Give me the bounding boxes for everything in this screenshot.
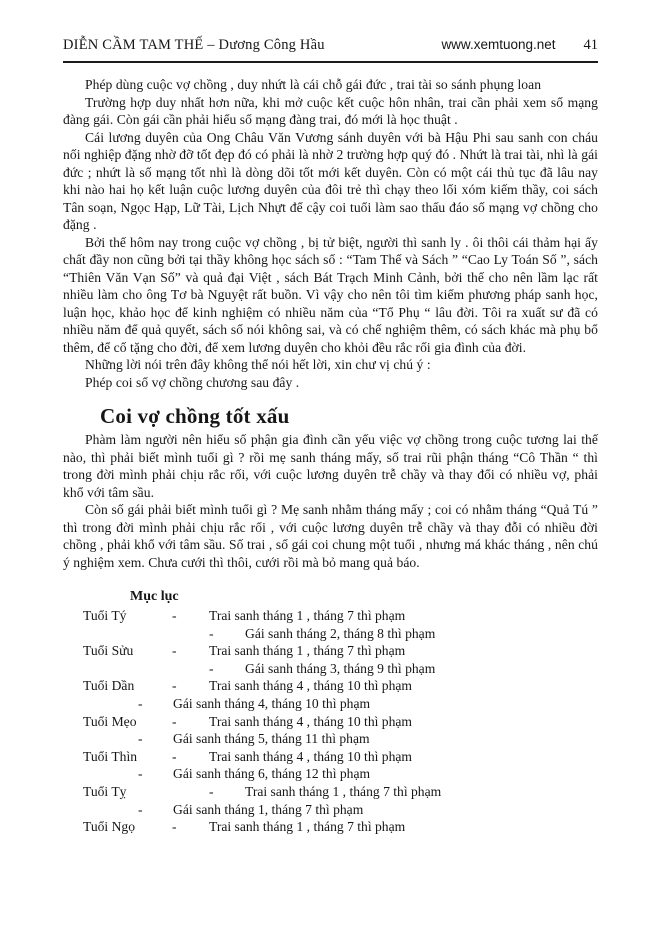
toc-row [63,625,598,643]
toc-dash: - [209,783,214,799]
toc-entry-text: Gái sanh tháng 2, tháng 8 thì phạm [245,625,436,641]
toc-dash: - [138,731,143,747]
toc-dash: - [138,766,143,782]
toc-age-label: Tuổi Thìn [83,748,138,764]
toc-row [63,818,598,836]
body-paragraph: Phép dùng cuộc vợ chồng , duy nhứt là cái chỗ gái đức , trai tài so sánh phụng loan [85,77,542,92]
toc-entry-text: Trai sanh tháng 1 , tháng 7 thì phạm [245,783,442,799]
body-paragraph: Phàm làm người nên hiểu số phận gia đình cần yếu việc vợ chồng trong cuộc tương lai thế nào, thì phải biết mình tuổi gì ? rồi mẹ sanh tháng mấy, số trai rũi phận tháng “Cô Thần “ thì trong đời mình phải chịu rắc rối, với cuộc lương duyên trễ chầy và thay đổi có nhiều vợ, phải khổ với tâm sầu. [63,432,598,500]
toc-age-label: Tuổi Dần [83,678,135,694]
body-paragraph: Những lời nói trên đây không thể nói hết lời, xin chư vị chú ý : [85,357,431,372]
toc-dash: - [172,643,177,659]
toc-entry-text: Gái sanh tháng 3, tháng 9 thì phạm [245,660,436,676]
header-right-group [441,36,598,54]
body-paragraph: Bởi thế hôm nay trong cuộc vợ chồng , bị tử biệt, người thì sanh ly . ôi thôi cái thảm hại ấy chất đầy non cũng bởi tại thầy không học sách số : “Tam Thế và Sách ” “Cao Ly Toán Số ”, sách “Thiên Văn Vạn Số” và quả đại Việt , sách Bát Trạch Minh Cảnh, bởi thế cho nên lầm lạc rất nhiều làm cho ông Tơ bà Nguyệt rất buồn. Vì vậy cho nên tôi tìm kiếm phương pháp sanh học, luận học, khảo học để kinh nghiệm có nhiều năm của “Tổ Phụ “ lâu đời. Tôi ra xuất sư đã có nhiều năm để quả quyết, sách số nói không sai, và có chế nghiệm thêm, có sách khác mà phụ bổ thêm, để cố tặng cho đời, để xem lương duyên cho khỏi đều rắc rối gia đình của đời. [63,234,598,355]
toc-row [63,695,598,713]
toc-age-label: Tuổi Mẹo [83,713,137,729]
toc-entry-text: Trai sanh tháng 1 , tháng 7 thì phạm [209,819,406,835]
page-number: 41 [583,37,598,53]
toc-row [63,660,598,678]
page-header [63,0,598,63]
toc-dash: - [138,801,143,817]
section-heading: Coi vợ chồng tốt xấu [100,404,290,428]
toc-entry-text: Gái sanh tháng 4, tháng 10 thì phạm [173,695,371,711]
toc-section [63,588,598,836]
toc-entry-text: Trai sanh tháng 4 , tháng 10 thì phạm [209,713,413,729]
toc-dash: - [172,819,177,835]
toc-row [63,748,598,766]
body-paragraph: Phép coi số vợ chồng chương sau đây . [85,374,300,390]
body-paragraph: Còn số gái phải biết mình tuổi gì ? Mẹ sanh nhằm tháng mấy ; coi có nhằm tháng “Quả Tú ” thì trong đời mình phải chịu rắc rối , với cuộc lương duyên trễ chầy và thay đỗi có nhiều đời chồng , phải khổ với tâm sầu. Số trai , số gái coi chung một tuổi , nhưng má khác tháng , nên chú ý nghiệm xem. Chưa cưới thì thôi, cưới rồi mà bỏ mang quả báo. [63,502,598,570]
toc-dash: - [172,748,177,764]
body-text-block [63,76,598,391]
toc-row [63,801,598,819]
body-paragraph: Trường hợp duy nhất hơn nữa, khi mở cuộc kết cuộc hôn nhân, trai cần phải xem số mạng đàng gái. Còn gái cần phải hiểu số mạng đàng trai, đó mới là học thuật . [63,94,598,127]
toc-age-label: Tuổi Tỵ [83,783,127,799]
toc-row [63,642,598,660]
toc-entry-text: Trai sanh tháng 1 , tháng 7 thì phạm [209,643,406,659]
toc-dash: - [172,608,177,623]
toc-row [63,607,598,625]
toc-entry-text: Trai sanh tháng 1 , tháng 7 thì phạm [209,608,406,623]
toc-entry-text: Gái sanh tháng 6, tháng 12 thì phạm [173,766,371,782]
toc-row [63,677,598,695]
toc-dash: - [172,713,177,729]
toc-age-label: Tuổi Tý [83,608,127,623]
book-title: DIỄN CẦM TAM THẾ – Dương Công Hầu [63,37,325,53]
website-url: www.xemtuong.net [441,37,556,52]
body-paragraph: Cái lương duyên của Ong Châu Văn Vương sánh duyên với bà Hậu Phi sau sanh con cháu nối nghiệp đặng nhờ đỡ tốt đẹp đó có phải là nhờ 2 trường hợp quý đó . Nhứt là trai tài, nhì là gái đức ; nhứt là số mạng tốt nhì là dòng dõi tốt mới kết duyên. Còn có một cái thủ tục đã lâu nay khi nào hai họ kết luận cuộc lương duyên của đôi trẻ thì chạy theo lối xóm kiếm thầy, coi sách Tân soạn, Ngọc Hạp, Lữ Tài, Lịch Nhựt để cậy coi tuổi làm sao thấu đáo số mạng vợ chồng cho đặng . [63,129,598,232]
toc-row [63,730,598,748]
toc-row [63,783,598,801]
toc-row [63,713,598,731]
toc-entry-text: Gái sanh tháng 5, tháng 11 thì phạm [173,731,370,747]
toc-entry-text: Trai sanh tháng 4 , tháng 10 thì phạm [209,678,413,694]
toc-dash: - [209,625,214,641]
toc-age-label: Tuổi Sửu [83,643,134,659]
toc-row [63,765,598,783]
toc-dash: - [172,678,177,694]
toc-dash: - [138,695,143,711]
toc-entry-text: Trai sanh tháng 4 , tháng 10 thì phạm [209,748,413,764]
toc-age-label: Tuổi Ngọ [83,819,136,835]
toc-title: Mục lục [130,589,179,604]
toc-dash: - [209,660,214,676]
toc-entry-text: Gái sanh tháng 1, tháng 7 thì phạm [173,801,364,817]
section-text-block [63,431,598,571]
